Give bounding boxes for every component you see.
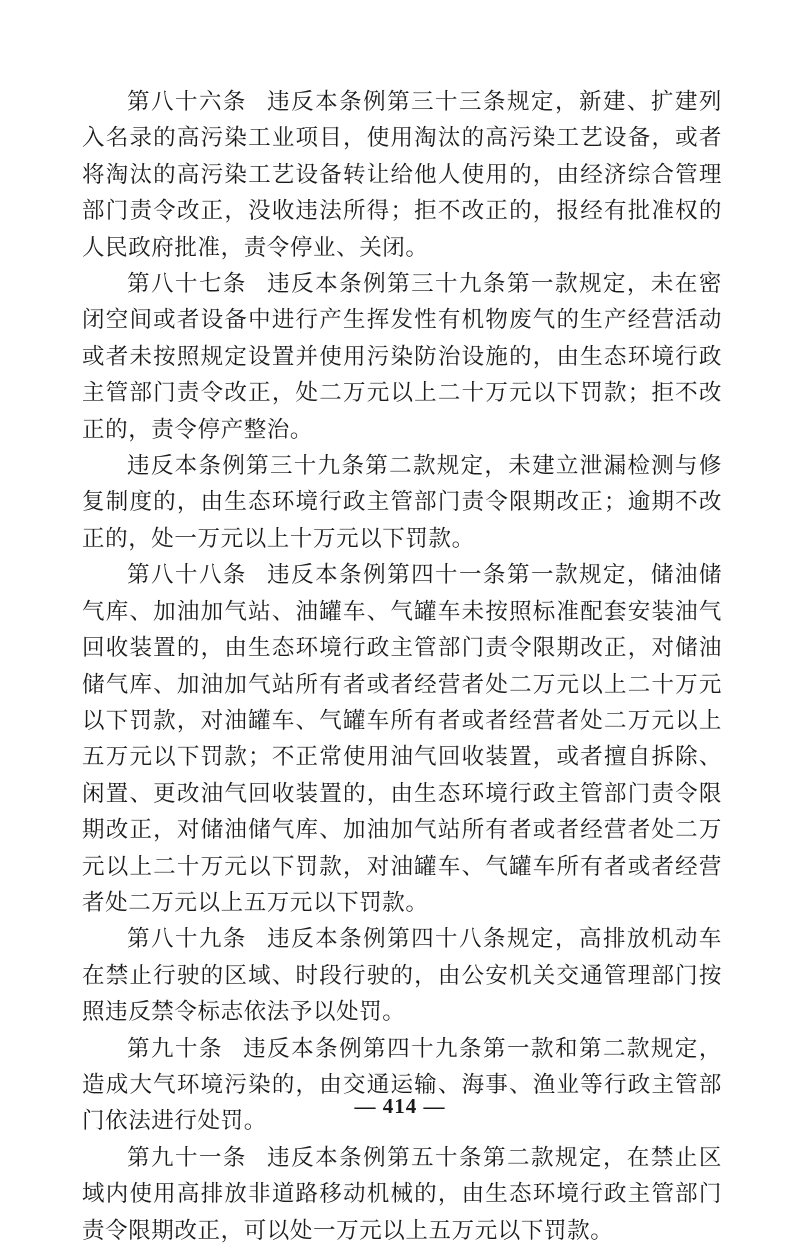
article-number: 第九十一条: [127, 1144, 247, 1171]
article-text: 违反本条例第四十一条第一款规定，储油储气库、加油加气站、油罐车、气罐车未按照标准配套安装油气回收装置的，由生态环境行政主管部门责令限期改正，对储油储气库、加油加气站所有者或者经营者处二万元以上二十万元以下罚款，对油罐车、气罐车所有者或者经营者处二万元以上五万元以下罚款；不正常使用油气回收装置，或者擅自拆除、闲置、更改油气回收装置的，由生态环境行政主管部门责令限期改正，对储油储气库、加油加气站所有者或者经营者处二万元以上二十万元以下罚款，对油罐车、气罐车所有者或者经营者处二万元以上五万元以下罚款。: [82, 562, 722, 916]
article-91: [82, 1140, 722, 1249]
article-text: 违反本条例第五十条第二款规定，在禁止区域内使用高排放非道路移动机械的，由生态环境行政主管部门责令限期改正，可以处一万元以上五万元以下罚款。: [82, 1144, 722, 1244]
article-text: 违反本条例第三十三条规定，新建、扩建列入名录的高污染工业项目，使用淘汰的高污染工艺设备，或者将淘汰的高污染工艺设备转让给他人使用的，由经济综合管理部门责令改正，没收违法所得；拒不改正的，报经有批准权的人民政府批准，责令停业、关闭。: [82, 89, 722, 261]
document-body: [82, 84, 722, 1249]
article-number: 第八十九条: [127, 926, 247, 953]
article-89: [82, 921, 722, 1030]
article-text: 违反本条例第四十八条规定，高排放机动车在禁止行驶的区域、时段行驶的，由公安机关交通管理部门按照违反禁令标志依法予以处罚。: [82, 926, 722, 1026]
article-86: [82, 84, 722, 266]
article-text: 违反本条例第三十九条第二款规定，未建立泄漏检测与修复制度的，由生态环境行政主管部门责令限期改正；逾期不改正的，处一万元以上十万元以下罚款。: [82, 453, 722, 552]
article-number: 第八十八条: [127, 562, 247, 589]
article-90: [82, 1031, 722, 1140]
article-87: [82, 266, 722, 448]
article-87-paragraph-2: [82, 448, 722, 557]
article-text: 违反本条例第三十九条第一款规定，未在密闭空间或者设备中进行产生挥发性有机物废气的生产经营活动或者未按照规定设置并使用污染防治设施的，由生态环境行政主管部门责令改正，处二万元以上二十万元以下罚款；拒不改正的，责令停产整治。: [82, 271, 722, 443]
article-88: [82, 557, 722, 921]
article-number: 第八十七条: [127, 271, 247, 298]
page-number: — 414 —: [354, 1094, 446, 1118]
article-number: 第八十六条: [127, 89, 247, 115]
article-text: 违反本条例第四十九条第一款和第二款规定，造成大气环境污染的，由交通运输、海事、渔业等行政主管部门依法进行处罚。: [82, 1035, 722, 1135]
article-number: 第九十条: [127, 1035, 223, 1062]
